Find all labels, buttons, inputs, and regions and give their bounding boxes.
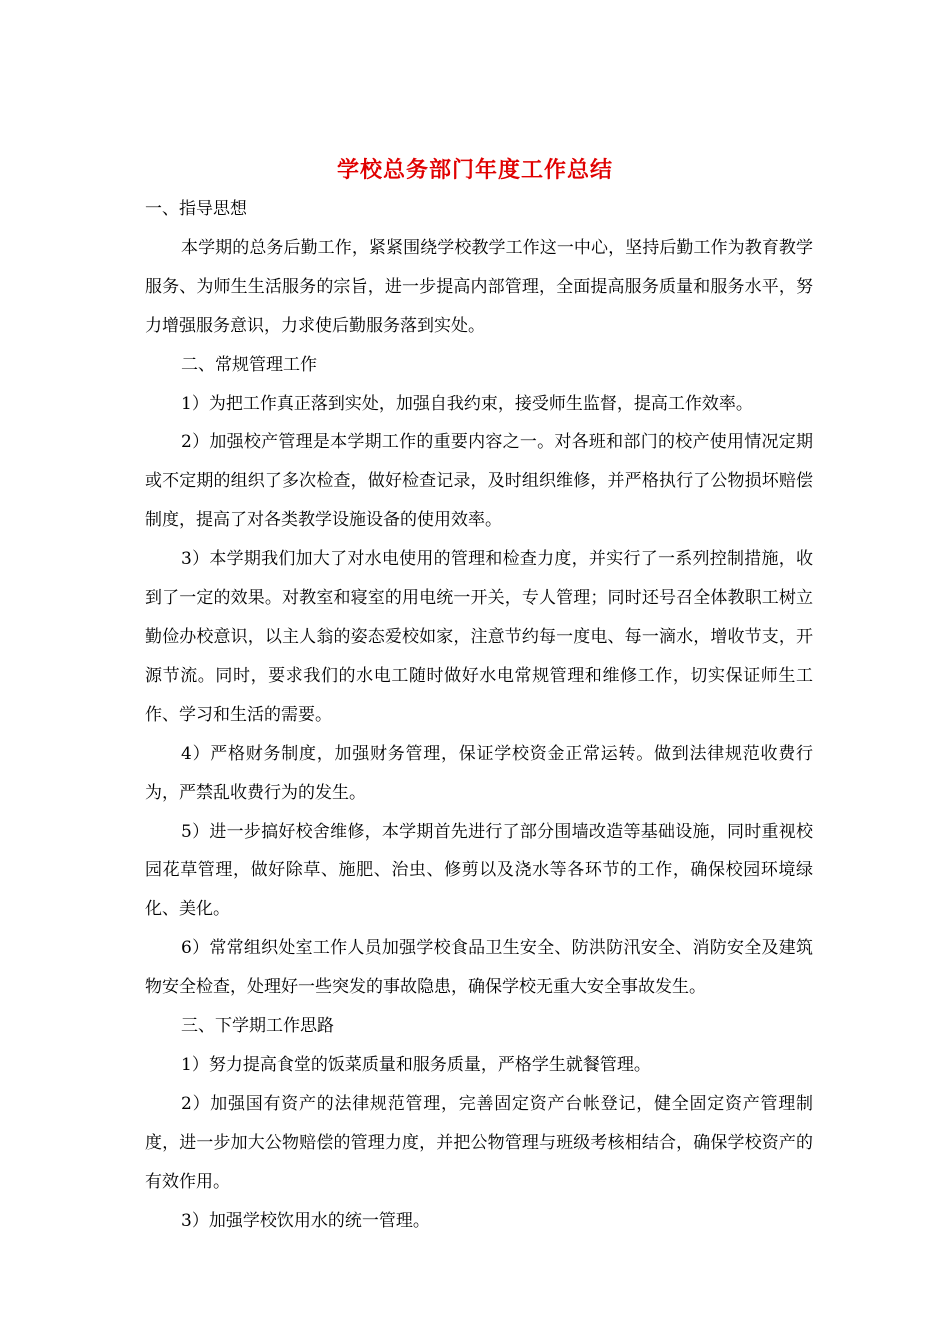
document-title: 学校总务部门年度工作总结 [336, 157, 613, 183]
paragraph-next-term-3: 3）加强学校饮用水的统一管理。 [181, 1210, 430, 1231]
paragraph-routine-4: 4）严格财务制度，加强财务管理，保证学校资金正常运转。做到法律规范收费行为，严禁乱收费行为的发生。 [145, 743, 813, 803]
paragraph-guiding-ideology: 本学期的总务后勤工作，紧紧围绕学校教学工作这一中心，坚持后勤工作为教育教学服务、为师生生活服务的宗旨，进一步提高内部管理，全面提高服务质量和服务水平，努力增强服务意识，力求使后勤服务落到实处。 [145, 237, 813, 336]
paragraph-routine-6: 6）常常组织处室工作人员加强学校食品卫生安全、防洪防汛安全、消防安全及建筑物安全检查，处理好一些突发的事故隐患，确保学校无重大安全事故发生。 [145, 938, 813, 998]
document-body [145, 190, 813, 1240]
paragraph-routine-1: 1）为把工作真正落到实处，加强自我约束，接受师生监督，提高工作效率。 [181, 393, 753, 414]
paragraph-routine-2: 2）加强校产管理是本学期工作的重要内容之一。对各班和部门的校产使用情况定期或不定期的组织了多次检查，做好检查记录，及时组织维修，并严格执行了公物损坏赔偿制度，提高了对各类教学设施设备的使用效率。 [145, 432, 813, 531]
section-heading-guiding-ideology: 一、指导思想 [145, 199, 247, 219]
paragraph-routine-3: 3）本学期我们加大了对水电使用的管理和检查力度，并实行了一系列控制措施，收到了一定的效果。对教室和寝室的用电统一开关，专人管理；同时还号召全体教职工树立勤俭办校意识，以主人翁的姿态爱校如家，注意节约每一度电、每一滴水，增收节支，开源节流。同时，要求我们的水电工随时做好水电常规管理和维修工作，切实保证师生工作、学习和生活的需要。 [145, 549, 813, 725]
paragraph-routine-5: 5）进一步搞好校舍维修，本学期首先进行了部分围墙改造等基础设施，同时重视校园花草管理，做好除草、施肥、治虫、修剪以及浇水等各环节的工作，确保校园环境绿化、美化。 [145, 821, 813, 920]
paragraph-next-term-1: 1）努力提高食堂的饭菜质量和服务质量，严格学生就餐管理。 [181, 1054, 651, 1075]
section-heading-next-term-plan: 三、下学期工作思路 [181, 1016, 334, 1037]
paragraph-next-term-2: 2）加强国有资产的法律规范管理，完善固定资产台帐登记，健全固定资产管理制度，进一步加大公物赔偿的管理力度，并把公物管理与班级考核相结合，确保学校资产的有效作用。 [145, 1093, 813, 1192]
section-heading-routine-management: 二、常规管理工作 [181, 354, 317, 375]
